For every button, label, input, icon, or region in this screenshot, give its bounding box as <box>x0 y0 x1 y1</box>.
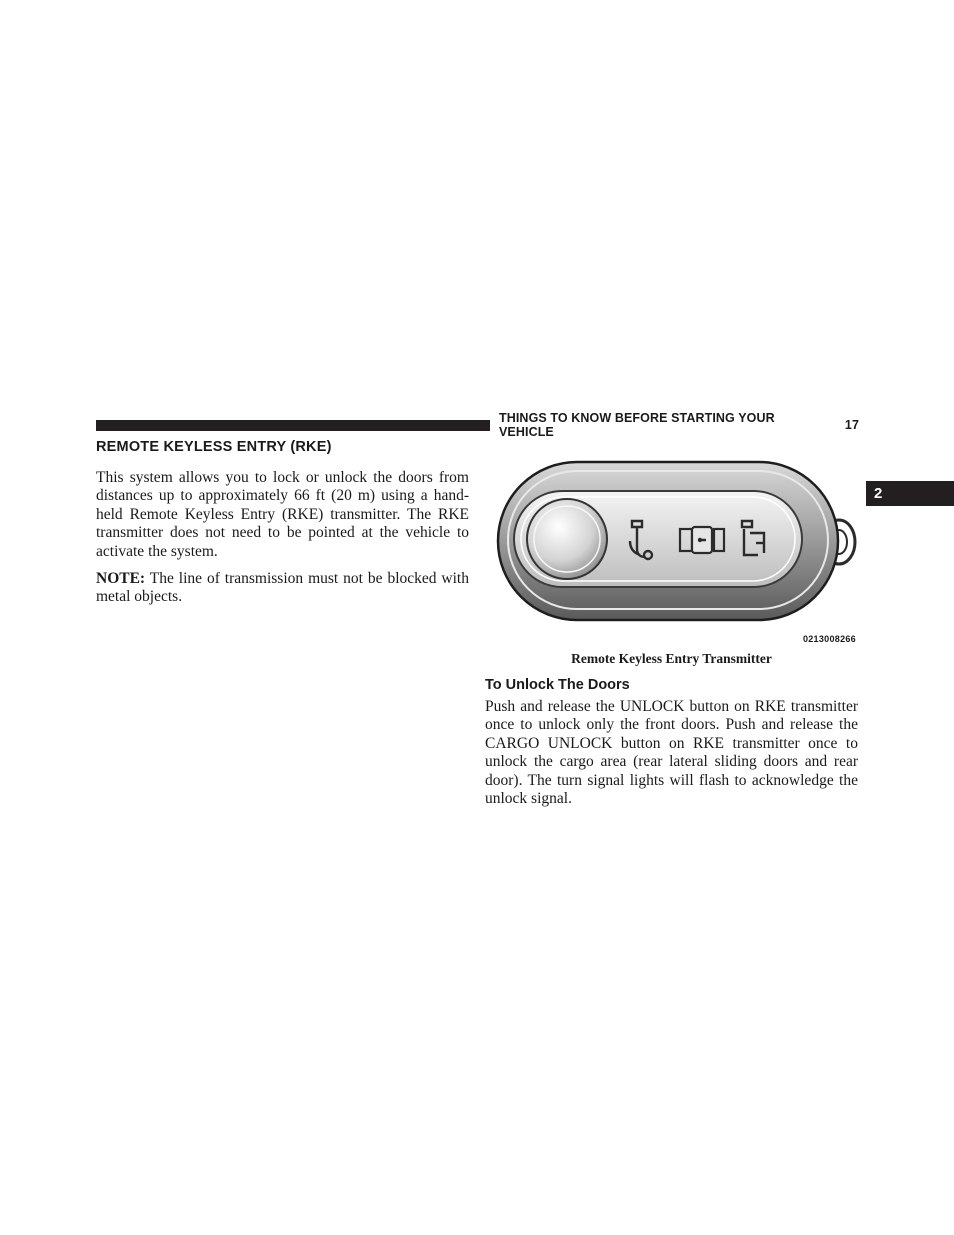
left-column <box>96 437 469 616</box>
key-fob-icon <box>494 457 860 647</box>
intro-paragraph: This system allows you to lock or unlock the doors from distances up to approximately 66 ft (20 m) using a hand-held Remote Keyless Entry (RKE) transmitter. The RKE transmitter does not need to be pointed at the vehicle to activate the system. <box>96 469 469 560</box>
header-rule <box>96 420 490 431</box>
chapter-number: 2 <box>874 485 883 502</box>
subsection-heading: To Unlock The Doors <box>485 677 630 693</box>
section-heading: REMOTE KEYLESS ENTRY (RKE) <box>96 439 332 455</box>
chapter-tab <box>866 481 954 506</box>
header-section-title: THINGS TO KNOW BEFORE STARTING YOUR VEHICLE <box>499 411 775 439</box>
note-label: NOTE: <box>96 570 146 588</box>
page-number: 17 <box>844 418 859 432</box>
rke-transmitter-illustration <box>494 457 860 647</box>
figure-caption: Remote Keyless Entry Transmitter <box>571 651 772 666</box>
running-header <box>499 411 859 439</box>
note-text: The line of transmission must not be blocked with metal objects. <box>96 570 469 606</box>
right-column <box>485 676 858 817</box>
note-paragraph <box>96 570 469 607</box>
key-blade-release-button-icon <box>527 499 607 579</box>
figure-code: 0213008266 <box>802 634 856 644</box>
unlock-paragraph: Push and release the UNLOCK button on RKE transmitter once to unlock only the front doors. Push and release the CARGO UNLOCK button on RKE transmitter once to unlock the cargo area (rear lateral sliding doors and rear door). The turn signal lights will flash to acknowledge the unlock signal. <box>485 698 858 808</box>
